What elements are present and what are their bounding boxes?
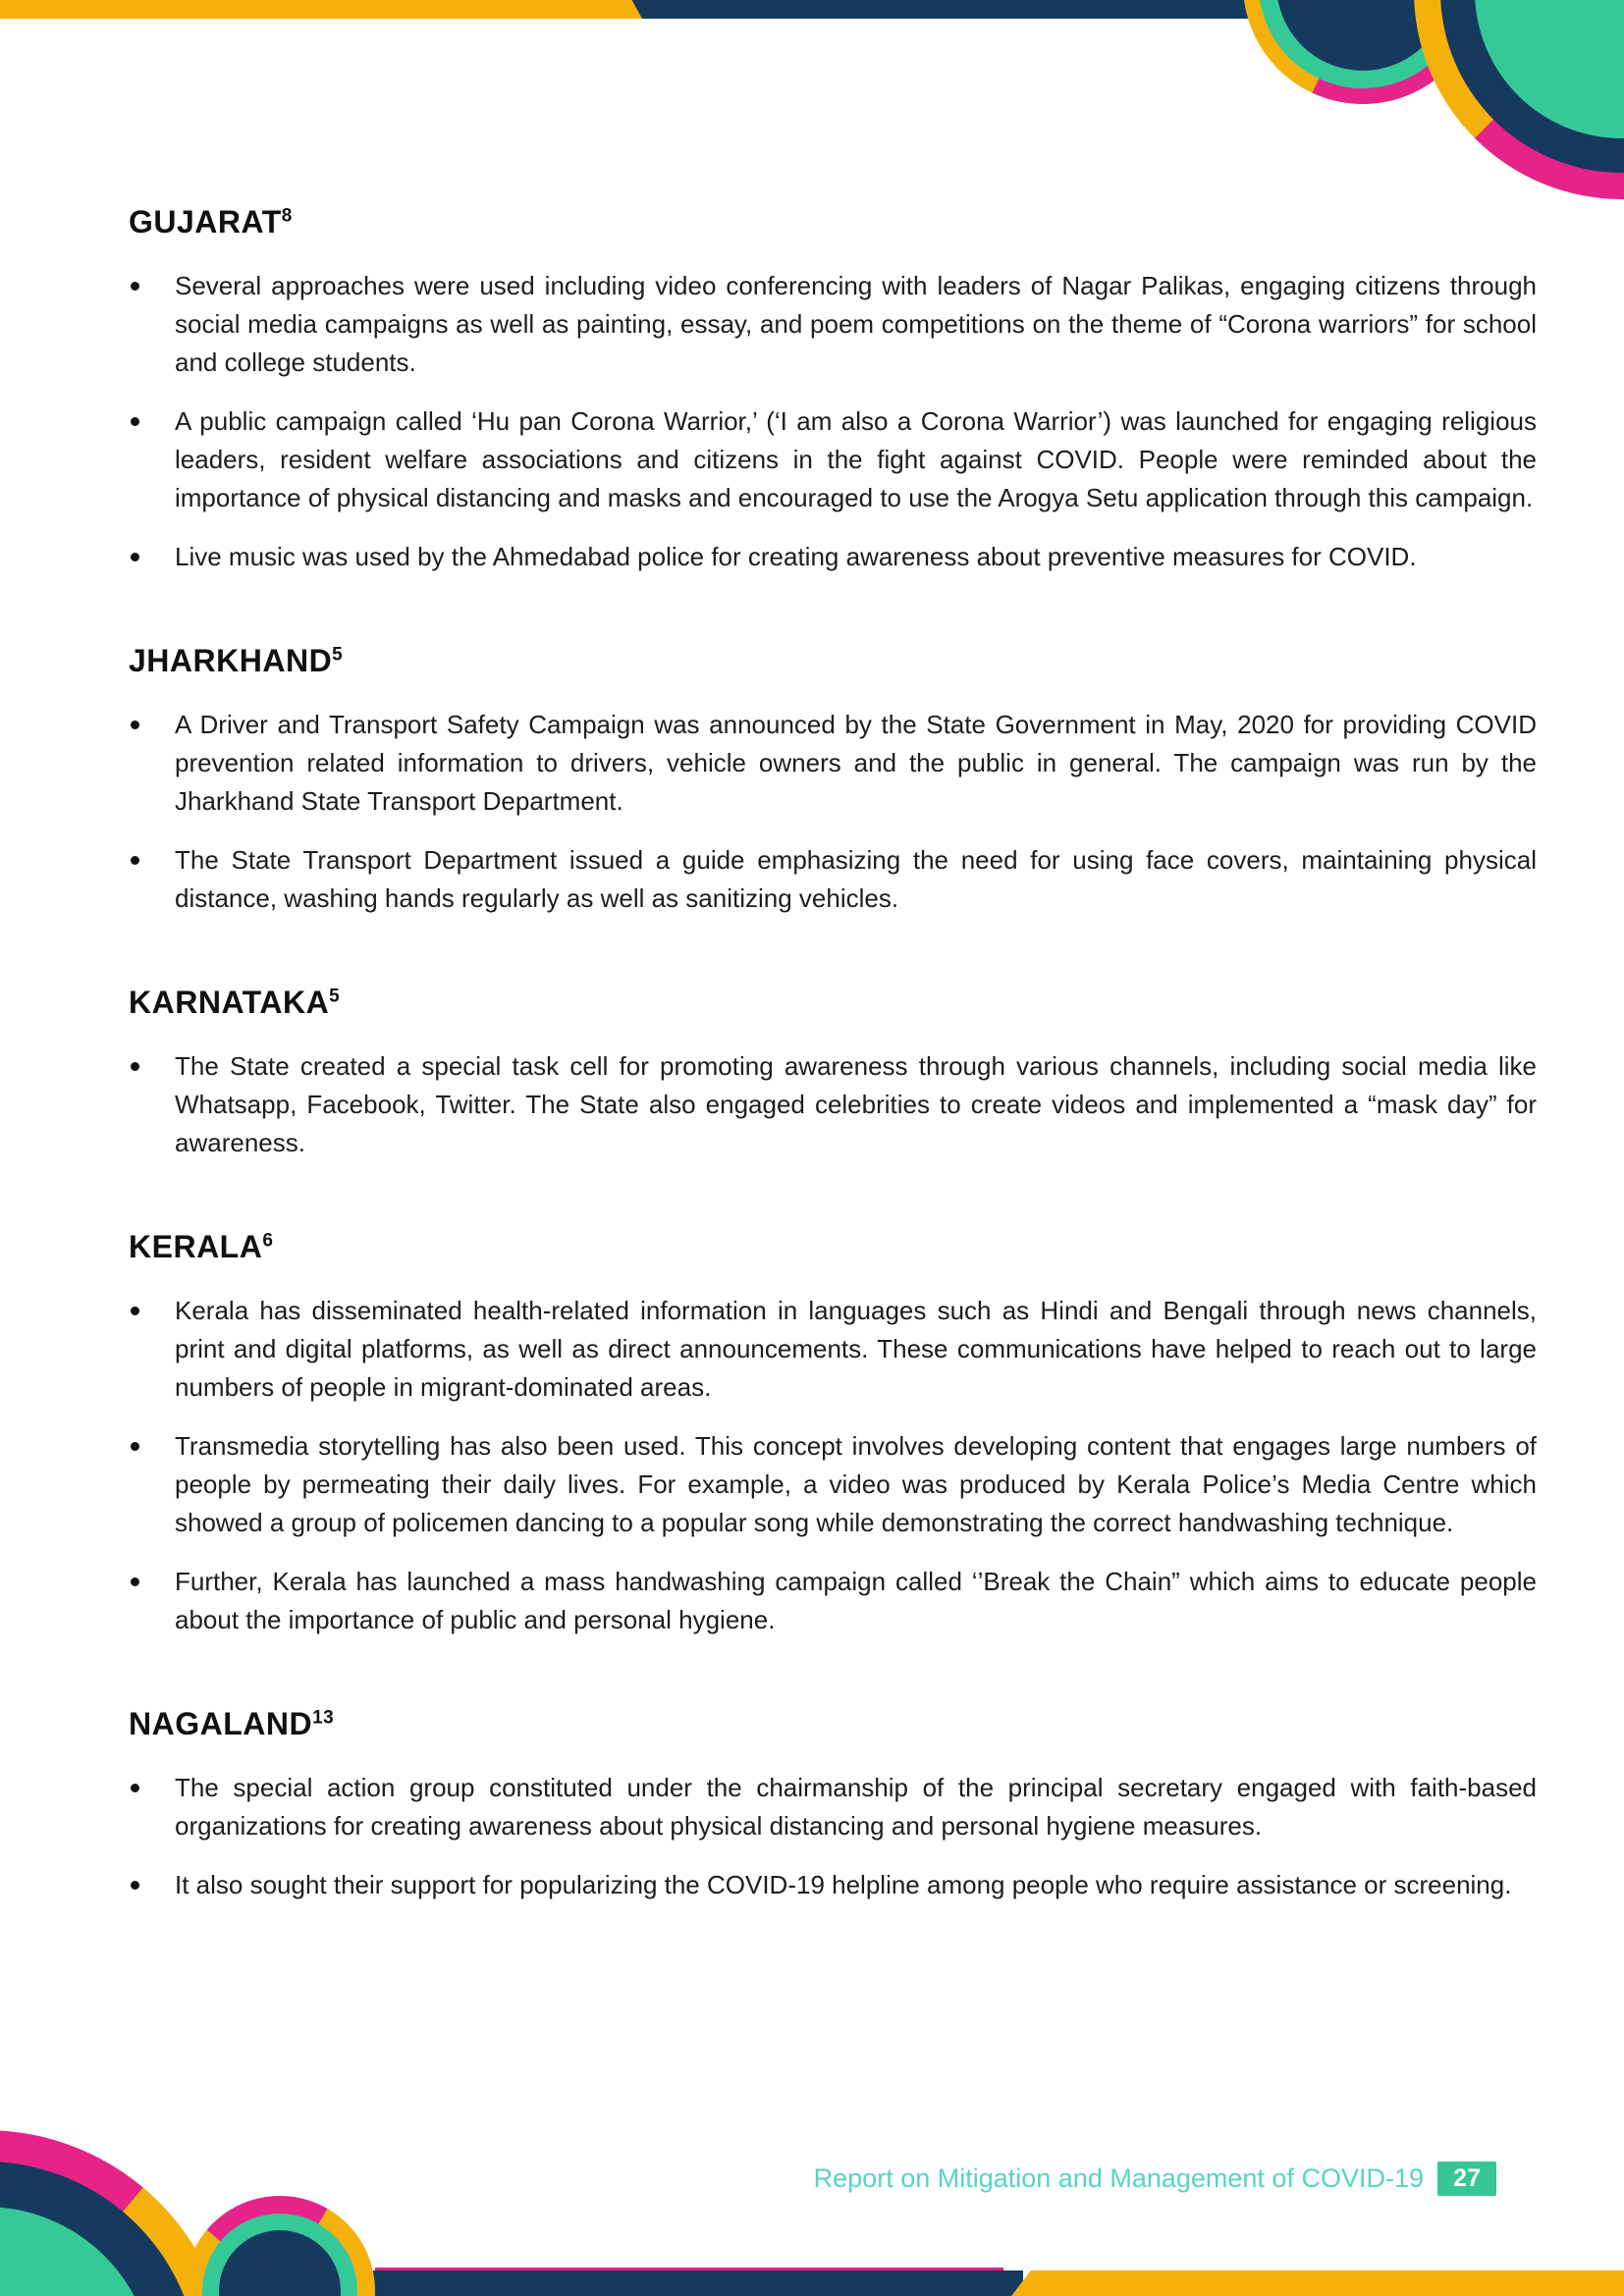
bullet-item [129, 1866, 1537, 1904]
section-bullets-karnataka [129, 1047, 1537, 1162]
section-bullets-gujarat [129, 267, 1537, 576]
section-heading-gujarat [129, 202, 1537, 241]
bullet-dot-icon [131, 553, 139, 561]
section-title: KARNATAKA [129, 985, 330, 1020]
section-bullets-jharkhand [129, 706, 1537, 918]
report-title: Report on Mitigation and Management of COVID-19 [813, 2163, 1424, 2193]
bullet-item [129, 1292, 1537, 1407]
bullet-text: The special action group constituted under the chairmanship of the principal secretary engaged with faith-based organizations for creating awareness about physical distancing and personal hygiene measures. [175, 1773, 1537, 1841]
bullet-text: It also sought their support for popularizing the COVID-19 helpline among people who require assistance or screening. [175, 1870, 1512, 1899]
bullet-dot-icon [131, 1307, 139, 1315]
bullet-item [129, 1769, 1537, 1845]
page-number-badge: 27 [1437, 2162, 1496, 2196]
section-ref-number: 5 [329, 986, 341, 1007]
bullet-text: Further, Kerala has launched a mass handwashing campaign called ‘’Break the Chain” which aims to educate people about the importance of public and personal hygiene. [175, 1567, 1537, 1634]
page-content [129, 0, 1537, 1904]
bullet-dot-icon [131, 1442, 139, 1451]
section-title: NAGALAND [129, 1706, 313, 1741]
bullet-item [129, 402, 1537, 517]
bullet-text: A public campaign called ‘Hu pan Corona Warrior,’ (‘I am also a Corona Warrior’) was launched for engaging religious leaders, resident welfare associations and citizens in the fight against COVID. People were reminded about the importance of physical distancing and masks and encouraged to use the Arogya Setu application through this campaign. [175, 406, 1537, 512]
bullet-dot-icon [131, 1577, 139, 1586]
bullet-dot-icon [131, 1062, 139, 1071]
page-footer [814, 2162, 1496, 2196]
bullet-text: Live music was used by the Ahmedabad police for creating awareness about preventive measures for COVID. [175, 542, 1417, 571]
section-heading-kerala [129, 1227, 1537, 1266]
bullet-item [129, 1047, 1537, 1162]
bullet-item [129, 538, 1537, 576]
bullet-text: Kerala has disseminated health-related information in languages such as Hindi and Bengali through news channels, print and digital platforms, as well as direct announcements. These communications have helped to reach out to large numbers of people in migrant-dominated areas. [175, 1296, 1537, 1402]
section-heading-karnataka [129, 983, 1537, 1022]
bottom-bar-navy [373, 2270, 1023, 2296]
section-ref-number: 8 [281, 205, 293, 227]
section-ref-number: 5 [332, 644, 344, 666]
bullet-text: The State created a special task cell for promoting awareness through various channels, including social media like Whatsapp, Facebook, Twitter. The State also engaged celebrities to create videos and implemented a “mask day” for awareness. [175, 1051, 1537, 1157]
bullet-item [129, 267, 1537, 382]
section-title: JHARKHAND [129, 643, 333, 678]
bullet-text: The State Transport Department issued a guide emphasizing the need for using face covers, maintaining physical distance, washing hands regularly as well as sanitizing vehicles. [175, 845, 1537, 913]
bullet-text: A Driver and Transport Safety Campaign was announced by the State Government in May, 2020 for providing COVID prevention related information to drivers, vehicle owners and the public in general. The campaign was run by the Jharkhand State Transport Department. [175, 710, 1537, 816]
section-ref-number: 6 [262, 1230, 274, 1252]
section-ref-number: 13 [312, 1707, 335, 1729]
bullet-dot-icon [131, 1784, 139, 1792]
section-title: KERALA [129, 1229, 263, 1264]
bullet-dot-icon [131, 856, 139, 865]
bullet-dot-icon [131, 282, 139, 291]
section-bullets-kerala [129, 1292, 1537, 1639]
section-bullets-nagaland [129, 1769, 1537, 1904]
bullet-item [129, 1427, 1537, 1542]
section-heading-jharkhand [129, 641, 1537, 680]
bullet-text: Transmedia storytelling has also been used. This concept involves developing content that engages large numbers of people by permeating their daily lives. For example, a video was produced by Kerala Police’s Media Centre which showed a group of policemen dancing to a popular song while demonstrating the correct handwashing technique. [175, 1431, 1537, 1537]
bullet-item [129, 841, 1537, 918]
bullet-dot-icon [131, 1881, 139, 1890]
section-heading-nagaland [129, 1704, 1537, 1743]
section-title: GUJARAT [129, 204, 282, 240]
bullet-item [129, 1563, 1537, 1639]
bullet-dot-icon [131, 417, 139, 426]
bullet-dot-icon [131, 721, 139, 729]
bottom-bar-yellow [1011, 2270, 1624, 2296]
bullet-item [129, 706, 1537, 821]
bullet-text: Several approaches were used including video conferencing with leaders of Nagar Palikas, engaging citizens through social media campaigns as well as painting, essay, and poem competitions on the theme of “Corona warriors” for school and college students. [175, 271, 1537, 377]
